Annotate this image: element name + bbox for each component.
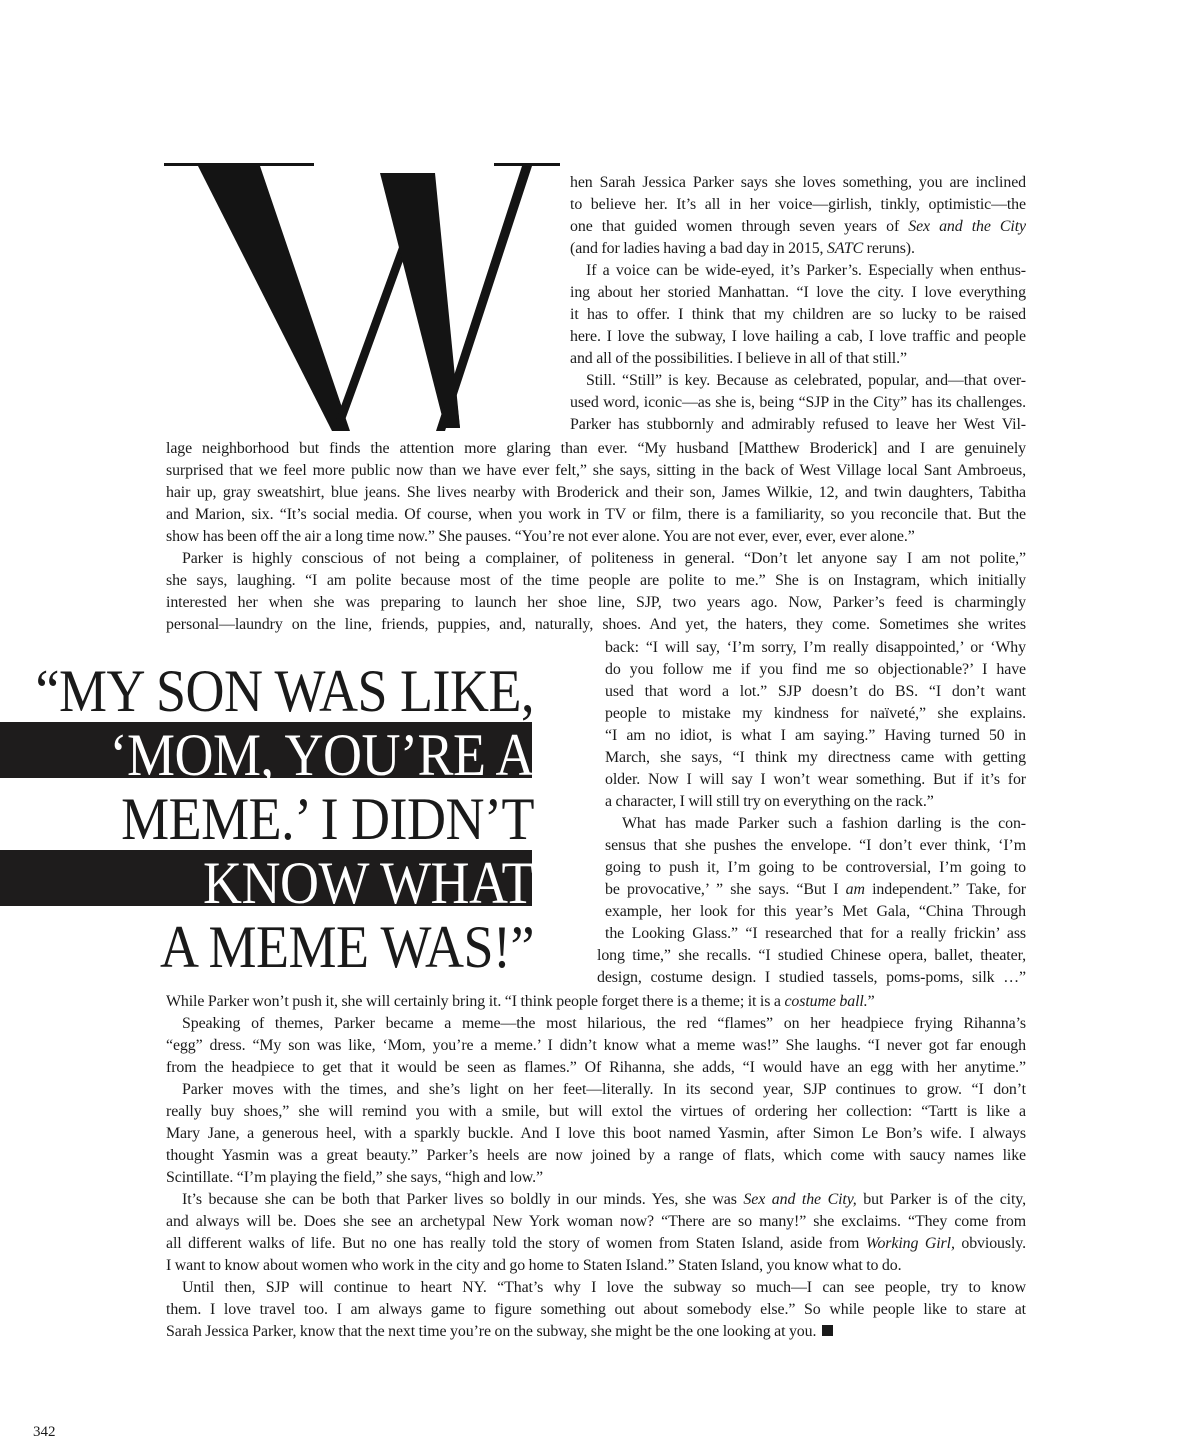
article-line: If a voice can be wide-eyed, it’s Parker’s. Especially when enthus-: [586, 262, 1026, 279]
article-line: to believe her. It’s all in her voice—girlish, tinkly, optimistic—the: [570, 196, 1026, 213]
article-line: interested her when she was preparing to launch her shoe line, SJP, two years ago. Now, Parker’s feed is charmingly: [166, 594, 1026, 611]
pull-quote-line: ‘MOM, YOU’RE A: [109, 721, 534, 789]
article-line: “I am no idiot, is what I am saying.” Having turned 50 in: [605, 727, 1026, 744]
article-line: Still. “Still” is key. Because as celebrated, popular, and—that over-: [586, 372, 1026, 389]
show-title: SATC: [827, 240, 864, 257]
article-line: long time,” she recalls. “I studied Chinese opera, ballet, theater,: [597, 947, 1026, 964]
article-line: “egg” dress. “My son was like, ‘Mom, you’re a meme.’ I didn’t know what a meme was!” She laughs. “I never got far enough: [166, 1037, 1026, 1054]
article-line: Speaking of themes, Parker became a meme—the most hilarious, the red “flames” on her headpiece frying Rihanna’s: [182, 1015, 1026, 1032]
article-line: March, she says, “I think my directness came with getting: [605, 749, 1026, 766]
article-line: [166, 1321, 1026, 1343]
article-text: obviously.: [954, 1235, 1026, 1252]
article-line: Scintillate. “I’m playing the field,” she says, “high and low.”: [166, 1169, 543, 1186]
article-line: going to push it, I’m going to be controversial, I’m going to: [605, 859, 1026, 876]
article-line: [182, 1189, 1026, 1211]
end-mark-icon: [822, 1325, 833, 1336]
article-line: do you follow me if you find me so objectionable?’ I have: [605, 661, 1026, 678]
article-line: thought Yasmin was a great beauty.” Parker’s heels are now joined by a range of flats, which come with saucy names like: [166, 1147, 1026, 1164]
article-line: people to mistake my kindness for naïveté,” she explains.: [605, 705, 1026, 722]
film-title: Working Girl,: [865, 1235, 955, 1252]
article-line: hen Sarah Jessica Parker says she loves something, you are inclined: [570, 174, 1026, 191]
article-line: really buy shoes,” she will remind you with a smile, but will extol the virtues of ordering her collection: “Tartt is like a: [166, 1103, 1026, 1120]
emphasis: costume ball.: [784, 993, 868, 1010]
article-line: sensus that she pushes the envelope. “I don’t ever think, ‘I’m: [605, 837, 1026, 854]
article-line: show has been off the air a long time now.” She pauses. “You’re not ever alone. You are not ever, ever, ever, ever alone.”: [166, 528, 915, 545]
pull-quote-line: “MY SON WAS LIKE,: [35, 657, 534, 725]
article-line: Mary Jane, a generous heel, with a sparkly buckle. And I love this boot named Yasmin, after Simon Le Bon’s wife. I always: [166, 1125, 1026, 1142]
article-line: [570, 238, 1026, 260]
article-line: and Marion, six. “It’s social media. Of course, when you work in TV or film, there is a familiarity, so you reconcile that. But the: [166, 506, 1026, 523]
article-line: and all of the possibilities. I believe in all of that still.”: [570, 350, 907, 367]
pull-quote-line: A MEME WAS!”: [159, 913, 534, 981]
article-text: ”: [867, 993, 875, 1010]
article-line: hair up, gray sweatshirt, blue jeans. She lives nearby with Broderick and their son, James Wilkie, 12, and twin daughters, Tabitha: [166, 484, 1026, 501]
article-line: [605, 879, 1026, 901]
article-line: back: “I will say, ‘I’m sorry, I’m really disappointed,’ or ‘Why: [605, 639, 1026, 656]
article-line: Parker has stubbornly and admirably refused to leave her West Vil-: [570, 416, 1026, 433]
article-line: them. I love travel too. I am always game to figure something out about somebody else.” So while people like to stare at: [166, 1301, 1026, 1318]
show-title: Sex and the City: [908, 218, 1026, 235]
article-line: [166, 991, 1026, 1013]
article-text: be provocative,’ ” she says. “But I: [605, 881, 846, 898]
article-line: design, costume design. I studied tassels, poms-poms, silk …”: [597, 969, 1026, 986]
article-line: example, her look for this year’s Met Gala, “China Through: [605, 903, 1026, 920]
pull-quote-line: MEME.’ I DIDN’T: [121, 785, 534, 853]
article-text: independent.” Take, for: [864, 881, 1026, 898]
article-line: [570, 216, 1026, 238]
article-line: surprised that we feel more public now than we have ever felt,” she says, sitting in the back of West Village local Sant Ambroeus,: [166, 462, 1026, 479]
drop-cap-w: [160, 128, 560, 468]
article-text: all different walks of life. But no one has really told the story of women from Staten Island, aside from: [166, 1235, 866, 1252]
article-line: the Looking Glass.” “I researched that for a really frickin’ ass: [605, 925, 1026, 942]
article-text: one that guided women through seven years of: [570, 218, 909, 235]
article-line: ing about her storied Manhattan. “I love the city. I love everything: [570, 284, 1026, 301]
article-line: she says, laughing. “I am polite because most of the time people are polite to me.” She is on Instagram, which initially: [166, 572, 1026, 589]
article-text: It’s because she can be both that Parker lives so boldly in our minds. Yes, she was: [182, 1191, 744, 1208]
pull-quote-line: KNOW WHAT: [203, 849, 534, 917]
article-line: Until then, SJP will continue to heart NY. “That’s why I love the subway so much—I can see people, try to know: [182, 1279, 1026, 1296]
article-line: here. I love the subway, I love hailing a cab, I love traffic and people: [570, 328, 1026, 345]
article-text: but Parker is of the city,: [856, 1191, 1026, 1208]
article-line: and always will be. Does she see an archetypal New York woman now? “There are so many!” she exclaims. “They come from: [166, 1213, 1026, 1230]
article-line: personal—laundry on the line, friends, puppies, and, naturally, shoes. And yet, the haters, they come. Sometimes she writes: [166, 616, 1026, 633]
article-line: I want to know about women who work in the city and go home to Staten Island.” Staten Island, you know what to do.: [166, 1257, 902, 1274]
article-line: Parker moves with the times, and she’s light on her feet—literally. In its second year, SJP continues to grow. “I don’t: [182, 1081, 1026, 1098]
page-number: 342: [33, 1424, 56, 1440]
article-text: (and for ladies having a bad day in 2015,: [570, 240, 827, 257]
article-line: from the headpiece to get that it would be seen as flames.” Of Rihanna, she adds, “I would have an egg with her anytime.”: [166, 1059, 1026, 1076]
article-line: What has made Parker such a fashion darling is the con-: [622, 815, 1026, 832]
article-text: reruns).: [863, 240, 915, 257]
emphasis: am: [845, 881, 865, 898]
article-line: [166, 1233, 1026, 1255]
article-text: While Parker won’t push it, she will certainly bring it. “I think people forget there is a theme; it is a: [166, 993, 785, 1010]
article-line: a character, I will still try on everything on the rack.”: [605, 793, 934, 810]
article-line: used that word a lot.” SJP doesn’t do BS. “I don’t want: [605, 683, 1026, 700]
article-line: older. Now I will say I won’t wear something. But if it’s for: [605, 771, 1026, 788]
show-title: Sex and the City,: [743, 1191, 857, 1208]
article-line: it has to offer. I think that my children are so lucky to be raised: [570, 306, 1026, 323]
article-line: lage neighborhood but finds the attention more glaring than ever. “My husband [Matthew Broderick] and I are genuinely: [166, 440, 1026, 457]
article-line: used word, iconic—as she is, being “SJP in the City” has its challenges.: [570, 394, 1026, 411]
article-line: Parker is highly conscious of not being a complainer, of politeness in general. “Don’t let anyone say I am not polite,”: [182, 550, 1026, 567]
article-text: Sarah Jessica Parker, know that the next time you’re on the subway, she might be the one looking at you.: [166, 1323, 817, 1340]
